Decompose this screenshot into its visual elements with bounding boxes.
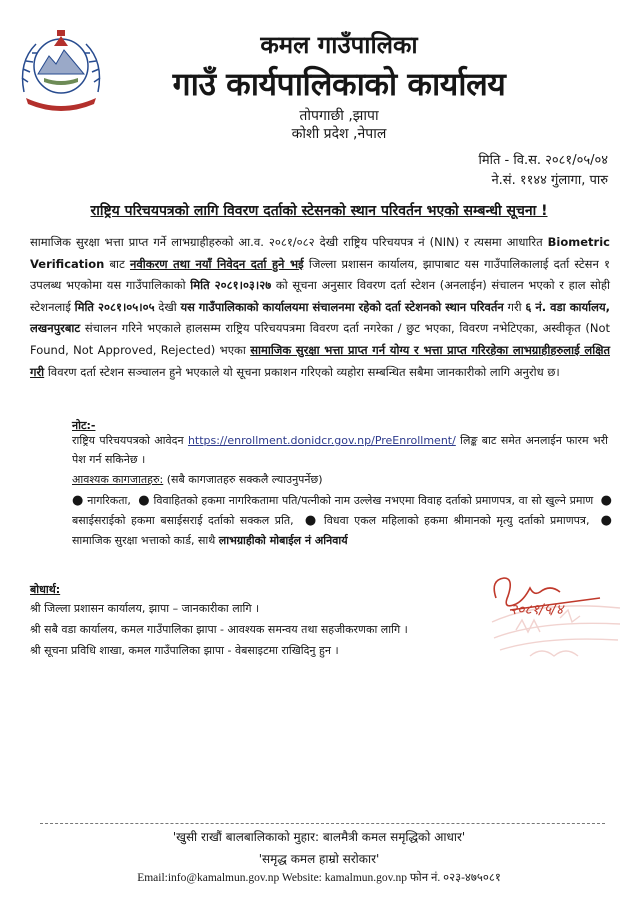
bullet-icon: ● [600,493,613,508]
body-text-7: को सूचना अनुसार विवरण दर्ता स्टेशन (अनलाईन) संचालन भएको र हाल सोही स्टेशनलाई [30,278,611,314]
body-text-15: विवरण दर्ता स्टेशन सञ्चालन हुने भएकाले यो सूचना प्रकाशन गरिएको व्यहोरा सम्बन्धित सबैमा जानकारीको लागि अनुरोध छ। [44,364,560,379]
body-text-3: बाट [104,256,130,271]
doc-item-5: सामाजिक सुरक्षा भत्ताको कार्ड, साथै [72,534,219,547]
note-text-2: लिङ्क बाट समेत अनलाईन फारम भरी पेश गर्न सकिनेछ । [72,434,608,466]
body-text-1: सामाजिक सुरक्षा भत्ता प्राप्त गर्ने लाभग्राहीहरुको आ.व. २०८१/०८२ देखी राष्ट्रिय परिचयपत्र नं (NIN) र त्यसमा आधारित [30,235,548,249]
footer-divider [40,823,605,824]
body-text-11: गरी [503,299,526,314]
body-text-13: संचालन गरिने भएकाले हालसम्म राष्ट्रिय परिचयपत्रमा विवरण दर्ता नगरेका / छुट भएका, विवरण नभेटिएका, अस्वीकृत (Not Found, Not Approved, Rejected) भएका [30,321,610,357]
bullet-icon: ● [138,493,150,508]
footer-slogan-1: 'खुसी राखौं बालबालिकाको मुहार: बालमैत्री कमल समृद्धिको आधार' [172,830,466,844]
date-bs: मिति - वि.स. २०८१/०५/०४ [478,153,608,168]
documents-title: आवश्यक कागजातहरु: [72,473,164,486]
municipality-name: कमल गाउँपालिका [260,31,418,59]
note-text [72,431,608,469]
documents-heading [72,470,323,490]
doc-item-4: विधवा एकल महिलाको हकमा श्रीमानको मृत्यु दर्ताको प्रमाणपत्र, [318,514,590,527]
documents-list [72,491,612,551]
cc-line-2: श्री सबै वडा कार्यालय, कमल गाउँपालिका झापा - आवश्यक समन्वय तथा सहजीकरणका लागि । [30,623,408,636]
doc-item-3: बसाईसराईको हकमा बसाईसराई दर्ताको सक्कल प्रति, [72,514,294,527]
notice-subject [0,201,638,220]
province-name: कोशी प्रदेश ,नेपाल [291,126,387,142]
body-text-5: जिल्ला प्रशासन कार्यालय, झापाबाट यस गाउँपालिकालाई दर्ता स्टेसन १ उपलब्ध भएकोमा यस गाउँपालिकाको [30,256,610,293]
notice-body [30,232,610,383]
body-text-14: सामाजिक सुरक्षा भत्ता प्राप्त गर्न योग्य र भत्ता प्राप्त गरिरहेका लाभग्राहीहरुलाई लक्षित गरी [30,342,610,379]
body-text-2: Biometric Verification [30,235,610,271]
body-text-4: नवीकरण तथा नयाँ निवेदन दर्ता हुने भई [129,256,304,271]
body-text-10: यस गाउँपालिकाको कार्यालयमा संचालनमा रहेको दर्ता स्टेशनको स्थान परिवर्तन [180,299,504,314]
cc-line-3: श्री सूचना प्रविधि शाखा, कमल गाउँपालिका झापा - वेबसाइटमा राखिदिनु हुन । [30,644,339,657]
doc-item-2: विवाहितको हकमा नागरिकतामा पति/पत्नीको नाम उल्लेख नभएमा विवाह दर्ताको प्रमाणपत्र, वा सो खुल्ने प्रमाण [149,494,594,507]
bullet-icon: ● [72,493,84,508]
enrollment-link[interactable]: https://enrollment.donidcr.gov.np/PreEnrollment/ [187,434,456,447]
cc-heading: बोधार्थ: [30,583,61,596]
footer-slogan-2: 'समृद्ध कमल हाम्रो सरोकार' [258,852,380,866]
body-text-8: मिति २०८१।०५।०५ [74,299,155,314]
note-heading: नोट:- [72,419,96,432]
bullet-icon: ● [600,513,612,528]
note-text-1: राष्ट्रिय परिचयपत्रको आवेदन [72,434,188,447]
body-text-6: मिति २०८१।०३।२७ [190,278,272,293]
office-address: तोपगाछी ,झापा [299,108,379,124]
doc-item-1: नागरिकता, [83,494,131,507]
body-text-9: देखी [154,299,181,314]
bullet-icon: ● [304,513,319,528]
doc-item-6: लाभग्राहीको मोबाईल नं अनिवार्य [218,534,348,547]
footer-contact: Email:info@kamalmun.gov.np Website: kamalmun.gov.np फोन नं. ०२३-४७५०८१ [137,872,501,884]
signature-date: २०८१/५/४ [510,602,564,618]
signature-stamp [470,560,630,670]
documents-title-note: (सबै कागजातहरु सक्कलै ल्याउनुपर्नेछ) [163,473,323,486]
date-nepal-sambat: ने.सं. ११४४ गुंलागा, पारु [491,173,608,188]
office-name: गाउँ कार्यपालिकाको कार्यालय [172,65,506,103]
body-text-12: ६ नं. वडा कार्यालय, लखनपुरबाट [30,299,610,336]
cc-line-1: श्री जिल्ला प्रशासन कार्यालय, झापा – जानकारीका लागि । [30,602,260,615]
notice-subject-text: राष्ट्रिय परिचयपत्रको लागि विवरण दर्ताको स्टेसनको स्थान परिवर्तन भएको सम्बन्धी सूचना ! [90,203,548,219]
